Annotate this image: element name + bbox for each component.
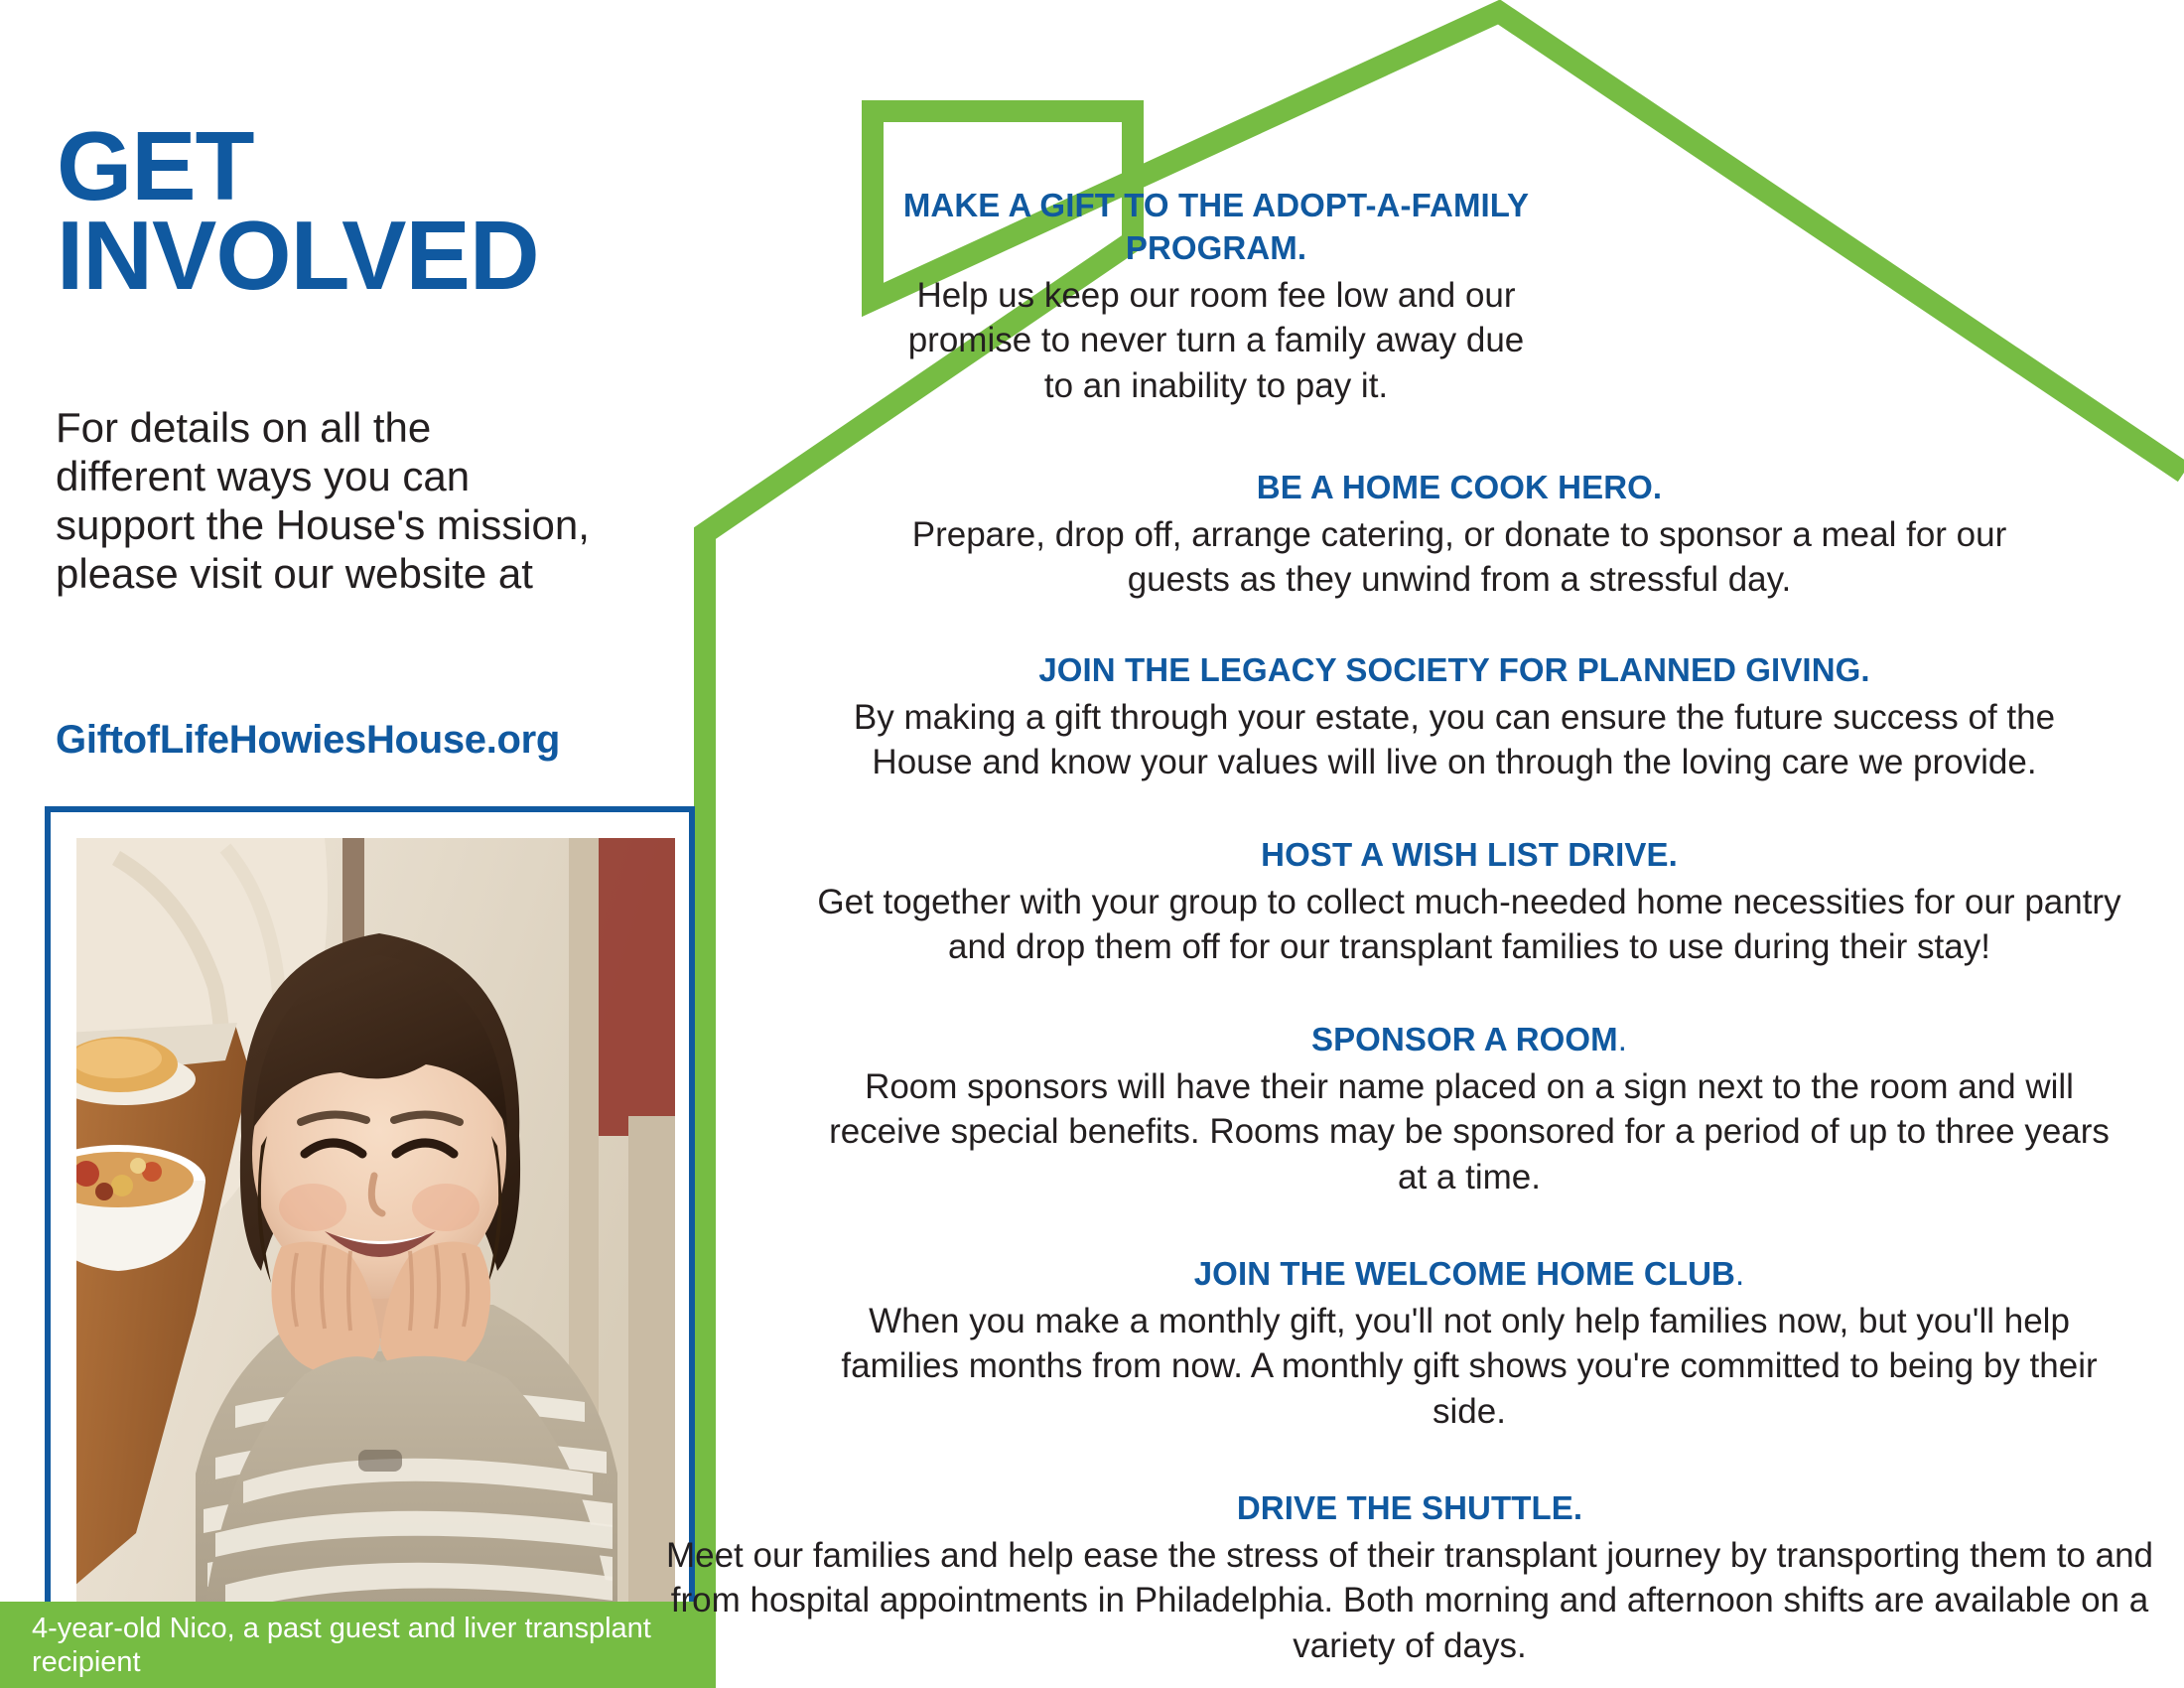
block-heading: JOIN THE LEGACY SOCIETY FOR PLANNED GIVING. <box>1038 651 1870 688</box>
block-body: Prepare, drop off, arrange catering, or donate to sponsor a meal for our guests as they unwind from a stressful day. <box>911 514 2007 600</box>
photo-frame <box>45 806 695 1611</box>
block-heading-period: . <box>1734 1255 1745 1292</box>
block-heading: DRIVE THE SHUTTLE. <box>1236 1489 1583 1526</box>
involvement-block-wish-list-drive <box>814 834 2124 970</box>
block-heading-period: . <box>1617 1021 1628 1057</box>
involvement-block-legacy-society <box>814 649 2095 785</box>
guest-photo <box>76 838 675 1611</box>
headline-line-1: GET <box>57 111 254 220</box>
involvement-block-sponsor-a-room <box>814 1019 2124 1199</box>
block-heading: HOST A WISH LIST DRIVE. <box>1261 836 1678 873</box>
involvement-block-drive-the-shuttle <box>635 1487 2184 1668</box>
left-column <box>0 0 715 1688</box>
block-body: By making a gift through your estate, you can ensure the future success of the House and know your values will live on through the loving care we provide. <box>853 697 2056 782</box>
block-heading: MAKE A GIFT TO THE ADOPT-A-FAMILY PROGRAM. <box>902 187 1530 266</box>
block-heading <box>814 1019 2124 1061</box>
involvement-block-welcome-home-club <box>814 1253 2124 1434</box>
right-column <box>665 0 2184 1688</box>
photo-caption: 4-year-old Nico, a past guest and liver transplant recipient <box>32 1613 651 1678</box>
website-url[interactable]: GiftofLifeHowiesHouse.org <box>56 718 561 762</box>
block-body: Get together with your group to collect much-needed home necessities for our pantry and drop them off for our transplant families to use during their stay! <box>817 882 2121 967</box>
block-body: When you make a monthly gift, you'll not only help families now, but you'll help families months from now. A monthly gift shows you're committed to being by their side. <box>841 1301 2098 1431</box>
headline-line-2: INVOLVED <box>57 201 539 311</box>
block-heading-main: JOIN THE WELCOME HOME CLUB <box>1193 1255 1735 1292</box>
block-heading: BE A HOME COOK HERO. <box>1256 469 1663 505</box>
block-heading-main: SPONSOR A ROOM <box>1310 1021 1618 1057</box>
block-heading <box>814 1253 2124 1296</box>
involvement-block-home-cook-hero <box>898 467 2020 603</box>
intro-paragraph: For details on all the different ways you can support the House's mission, please visit our website at <box>56 404 590 598</box>
block-body: Meet our families and help ease the stress of their transplant journey by transporting them to and from hospital appointments in Philadelphia. Both morning and afternoon shifts are available on a variety of days. <box>665 1535 2154 1665</box>
page-title <box>57 111 539 311</box>
involvement-block-adopt-a-family <box>898 185 1534 408</box>
block-body: Room sponsors will have their name placed on a sign next to the room and will receive special benefits. Rooms may be sponsored for a period of up to three years at a time. <box>829 1066 2110 1196</box>
photo-caption-bar <box>0 1602 695 1688</box>
block-body: Help us keep our room fee low and our promise to never turn a family away due to an inability to pay it. <box>907 275 1525 405</box>
